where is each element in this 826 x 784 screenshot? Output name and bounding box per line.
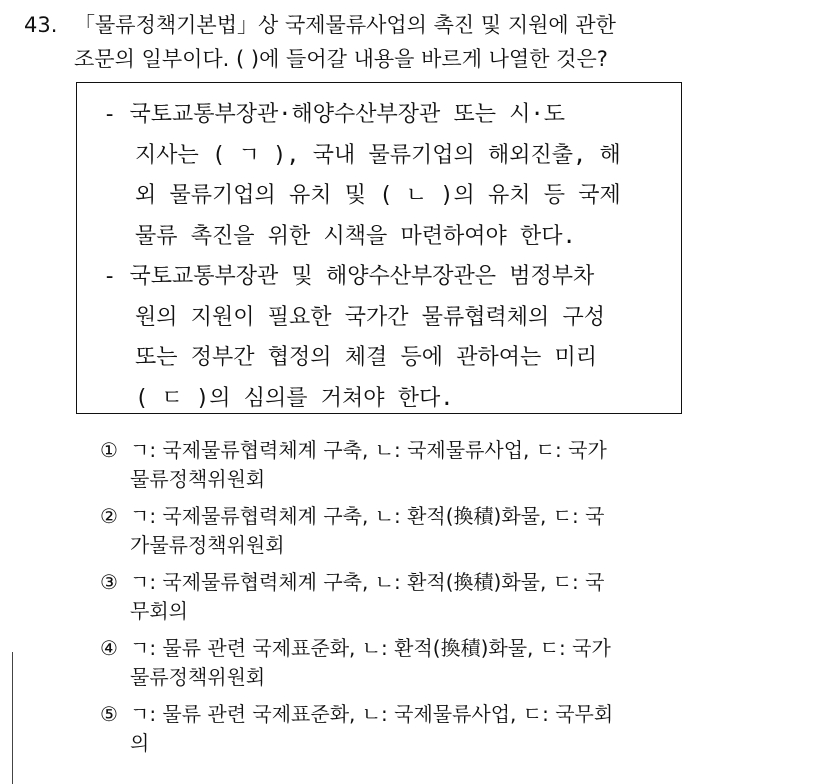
option-text: ㄱ: 국제물류협력체계 구축, ㄴ: 환적(換積)화물, ㄷ: 국 (130, 570, 605, 594)
excerpt-line: 물류 촉진을 위한 시책을 마련하여야 한다. (135, 223, 576, 249)
option-text-cont: 의 (130, 731, 150, 755)
option-text: ㄱ: 국제물류협력체계 구축, ㄴ: 국제물류사업, ㄷ: 국가 (130, 438, 607, 462)
answer-option-2[interactable] (100, 502, 780, 560)
option-marker: ① (100, 438, 118, 462)
question-line-2: 조문의 일부이다. ( )에 들어갈 내용을 바르게 나열한 것은? (74, 47, 608, 71)
excerpt-line: ( ㄷ )의 심의를 거쳐야 한다. (135, 385, 454, 411)
option-text-cont: 무회의 (130, 599, 188, 623)
option-text-cont: 물류정책위원회 (130, 665, 266, 689)
excerpt-line: - 국토교통부장관 및 해양수산부장관은 범정부차 (103, 264, 595, 289)
option-text-cont: 가물류정책위원회 (130, 533, 285, 557)
answer-option-3[interactable] (100, 568, 780, 626)
excerpt-line: 지사는 ( ㄱ ), 국내 물류기업의 해외진출, 해 (135, 142, 621, 168)
option-marker: ② (100, 504, 118, 528)
option-text: ㄱ: 물류 관련 국제표준화, ㄴ: 환적(換積)화물, ㄷ: 국가 (130, 636, 611, 660)
option-marker: ③ (100, 570, 118, 594)
option-text: ㄱ: 물류 관련 국제표준화, ㄴ: 국제물류사업, ㄷ: 국무회 (130, 702, 614, 726)
question-number: 43. (24, 13, 58, 37)
option-marker: ⑤ (100, 702, 118, 726)
excerpt-line: - 국토교통부장관·해양수산부장관 또는 시·도 (103, 102, 566, 127)
option-text-cont: 물류정책위원회 (130, 467, 266, 491)
excerpt-line: 외 물류기업의 유치 및 ( ㄴ )의 유치 등 국제 (135, 183, 621, 208)
excerpt-line: 원의 지원이 필요한 국가간 물류협력체의 구성 (135, 304, 606, 330)
option-text: ㄱ: 국제물류협력체계 구축, ㄴ: 환적(換積)화물, ㄷ: 국 (130, 504, 605, 528)
option-marker: ④ (100, 636, 118, 660)
question-line-1 (24, 8, 804, 42)
answer-option-4[interactable] (100, 634, 780, 692)
answer-option-1[interactable] (100, 436, 780, 494)
margin-line (12, 652, 13, 784)
question (24, 8, 804, 76)
answer-options (100, 436, 780, 766)
answer-option-5[interactable] (100, 700, 780, 758)
statute-excerpt-box (76, 82, 682, 414)
excerpt-line: 또는 정부간 협정의 체결 등에 관하여는 미리 (135, 345, 598, 370)
question-text-1: 「물류정책기본법」상 국제물류사업의 촉진 및 지원에 관한 (74, 13, 616, 37)
